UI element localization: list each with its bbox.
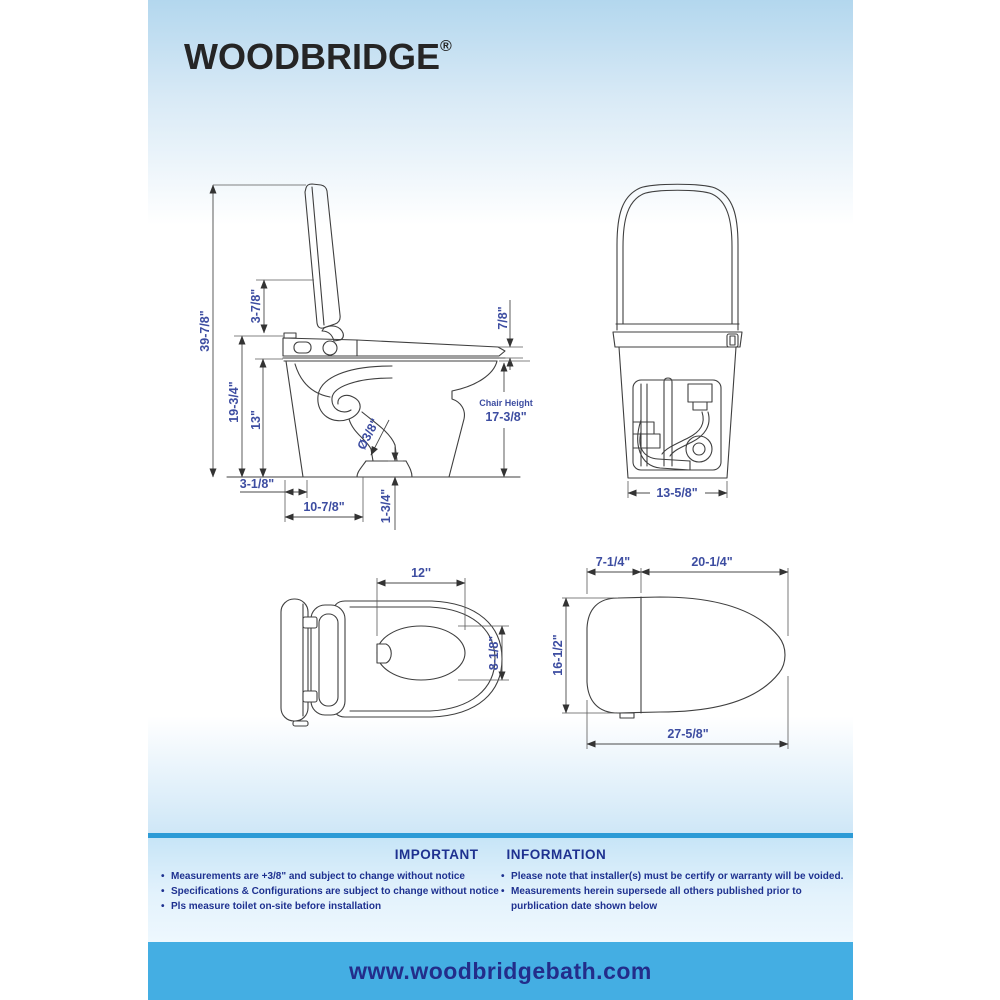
website-url: www.woodbridgebath.com (349, 957, 652, 984)
wash-nozzle (377, 644, 391, 663)
top-view-closed-drawing (545, 552, 800, 752)
cutaway-window (633, 380, 721, 470)
dim-tank-depth: 7-1/4" (595, 555, 631, 569)
dim-lid-length: 20-1/4" (691, 555, 733, 569)
seat-band (613, 332, 742, 347)
info-heading (148, 838, 853, 862)
brand-name: WOODBRIDGE (184, 36, 440, 77)
dim-seat-height: 19-3/4" (227, 381, 241, 423)
dim-opening-length: 12'' (411, 566, 431, 580)
info-bullet: • Measurements are +3/8" and subject to change without notice (160, 869, 500, 884)
chair-height-label: Chair Height (479, 398, 533, 408)
dim-seat-lip: 7/8" (496, 306, 510, 330)
internal-pipe (664, 378, 672, 466)
registered-trademark-icon: ® (440, 38, 452, 55)
valve-box (688, 384, 712, 402)
bowl-front-edge (286, 361, 303, 477)
seat-unit (283, 338, 505, 356)
pump-detail (686, 436, 712, 462)
dim-opening-width: 8-1/8" (487, 635, 501, 671)
dim-total-height: 39-7/8" (198, 310, 212, 352)
dim-overall-width: 16-1/2" (551, 634, 565, 676)
closed-lid-outline (587, 597, 785, 713)
dim-outlet-distance: 10-7/8" (303, 500, 345, 514)
top-view-open-drawing (270, 555, 515, 730)
dim-chair-height: 17-3/8" (485, 410, 527, 424)
rear-tab (620, 713, 634, 718)
dim-base-width: 13-5/8" (656, 486, 698, 500)
dim-outlet-lip: 1-3/4" (379, 488, 393, 524)
brand-logo (184, 36, 452, 78)
dim-rim-height: 13" (249, 410, 263, 430)
side-view-drawing (188, 178, 578, 546)
info-bullet: • Measurements herein supersede all others published prior to purblication date shown below (500, 884, 847, 914)
footer-bar (148, 942, 853, 1000)
info-bullet: • Please note that installer(s) must be certify or warranty will be voided. (500, 869, 847, 884)
pan-outline (333, 601, 502, 717)
hinge-pin (303, 617, 317, 628)
info-bullet: • Pls measure toilet on-site before installation (160, 899, 500, 914)
dim-base-offset: 3-1/8" (239, 477, 275, 491)
diagram-area (148, 0, 853, 833)
dim-trap-wall: Ø3/8" (354, 416, 383, 452)
important-information-section (148, 838, 853, 942)
info-bullet: • Specifications & Configurations are subject to change without notice (160, 884, 500, 899)
trapway (295, 364, 330, 397)
front-view-drawing (600, 178, 765, 508)
info-columns (148, 862, 853, 915)
info-left-list (160, 869, 500, 915)
base-body (619, 347, 736, 478)
dim-lid-height: 3-7/8" (249, 288, 263, 324)
hinge-pin (303, 691, 317, 702)
info-heading-word2: INFORMATION (506, 847, 607, 862)
tank-dome (617, 184, 738, 330)
info-right-list (500, 869, 847, 915)
content-panel (148, 0, 853, 1000)
info-heading-word1: IMPORTANT (394, 847, 479, 862)
dim-overall-length: 27-5/8" (667, 727, 709, 741)
